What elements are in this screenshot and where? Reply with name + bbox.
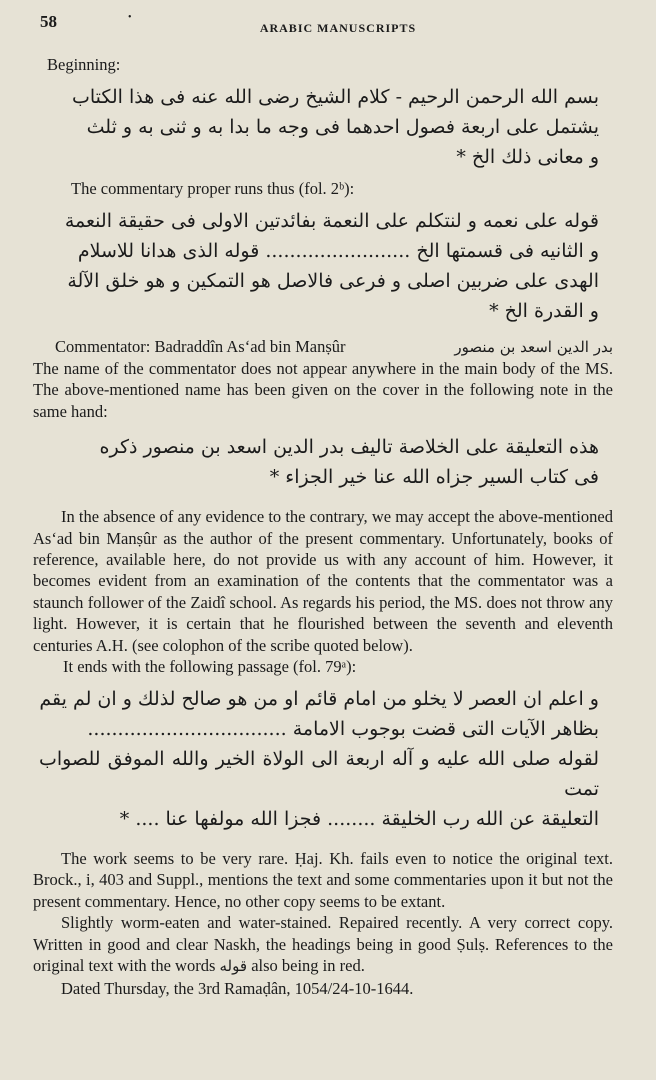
print-speck: •: [128, 12, 132, 23]
page-body: [33, 54, 613, 999]
arabic-line: التعليقة عن الله رب الخليقة ........ فجزا الله مولفها عنا .... *: [119, 808, 599, 831]
rarity-paragraph: The work seems to be very rare. Ḥaj. Kh. fails even to notice the original text. Brock., i, 403 and Suppl., mentions the text and some commentaries upon it but not the present commentary. Hence, no other copy seems to be extant.: [33, 849, 613, 911]
arabic-line: و اعلم ان العصر لا يخلو من امام قائم او من هو صالح لذلك و ان لم يقم: [39, 688, 599, 711]
red-word-qawluhu: قوله: [219, 957, 248, 976]
running-head: ARABIC MANUSCRIPTS: [259, 21, 417, 35]
arabic-line: لقوله صلى الله عليه و آله اربعة الى الولاة الخير والله الموفق للصواب تمت: [39, 748, 599, 801]
cover-note-arabic: [39, 432, 599, 492]
arabic-line: بظاهر الآيات التى قضت بوجوب الامامة .................................: [87, 718, 599, 741]
commentator-paragraph: The name of the commentator does not appear anywhere in the main body of the MS. The above-mentioned name has been given on the cover in the following note in the same hand:: [33, 359, 613, 421]
ending-arabic: [39, 684, 599, 834]
commentary-arabic: [39, 206, 599, 326]
condition-text: Slightly worm-eaten and water-stained. Repaired recently. A very correct copy. Written in good and clear Naskh, the headings being in good Ṣulṣ. References to the original text with the words: [33, 913, 613, 976]
commentator-line: [33, 336, 613, 358]
arabic-line: هذه التعليقة على الخلاصة تاليف بدر الدين اسعد بن منصور ذكره: [99, 436, 599, 459]
beginning-label: Beginning:: [47, 55, 121, 74]
arabic-line: بسم الله الرحمن الرحيم - كلام الشيخ رضى الله عنه فى هذا الكتاب: [71, 86, 599, 108]
discussion-paragraph: In the absence of any evidence to the contrary, we may accept the above-mentioned As‘ad bin Manṣûr as the author of the present commentary. Unfortunately, books of reference, available here, do not provide us with any account of him. However, it becomes evident from an examination of the contents that the commentator was a staunch follower of the Zaidî school. As regards his period, the MS. does not throw any light. However, it is certain that he flourished between the seventh and eleventh centuries A.H. (see colophon of the scribe quoted below).: [33, 507, 613, 655]
commentator-label: Commentator: Badraddîn As‘ad bin Manṣûr: [55, 337, 346, 356]
arabic-line: و الثانيه فى قسمتها الخ ........................ قوله الذى هدانا للاسلام: [77, 240, 599, 262]
arabic-line: و القدرة الخ *: [489, 300, 599, 322]
arabic-line: قوله على نعمه و لنتكلم على النعمة بفائدتين الاولى فى حقيقة النعمة: [64, 210, 599, 232]
condition-text-end: also being in red.: [251, 956, 365, 976]
arabic-line: و معانى ذلك الخ *: [456, 146, 599, 168]
page-number: 58: [40, 12, 57, 31]
arabic-line: فى كتاب السير جزاه الله عنا خير الجزاء *: [269, 466, 599, 489]
arabic-line: يشتمل على اربعة فصول احدهما فى وجه ما بدا به و ثنى به و ثلث: [86, 116, 599, 138]
commentator-arabic-name: بدر الدين اسعد بن منصور: [454, 338, 613, 356]
ending-label: It ends with the following passage (fol. 79ᵃ):: [63, 657, 357, 677]
dated-line: Dated Thursday, the 3rd Ramaḍân, 1054/24-10-1644.: [61, 978, 414, 998]
beginning-arabic: [39, 82, 599, 172]
commentary-label: The commentary proper runs thus (fol. 2ᵇ):: [71, 179, 355, 198]
condition-paragraph: [33, 912, 613, 977]
arabic-line: الهدى على ضربين اصلى و فرعى فالاصل هو التمكين و هو خلق الآلة: [67, 270, 599, 292]
